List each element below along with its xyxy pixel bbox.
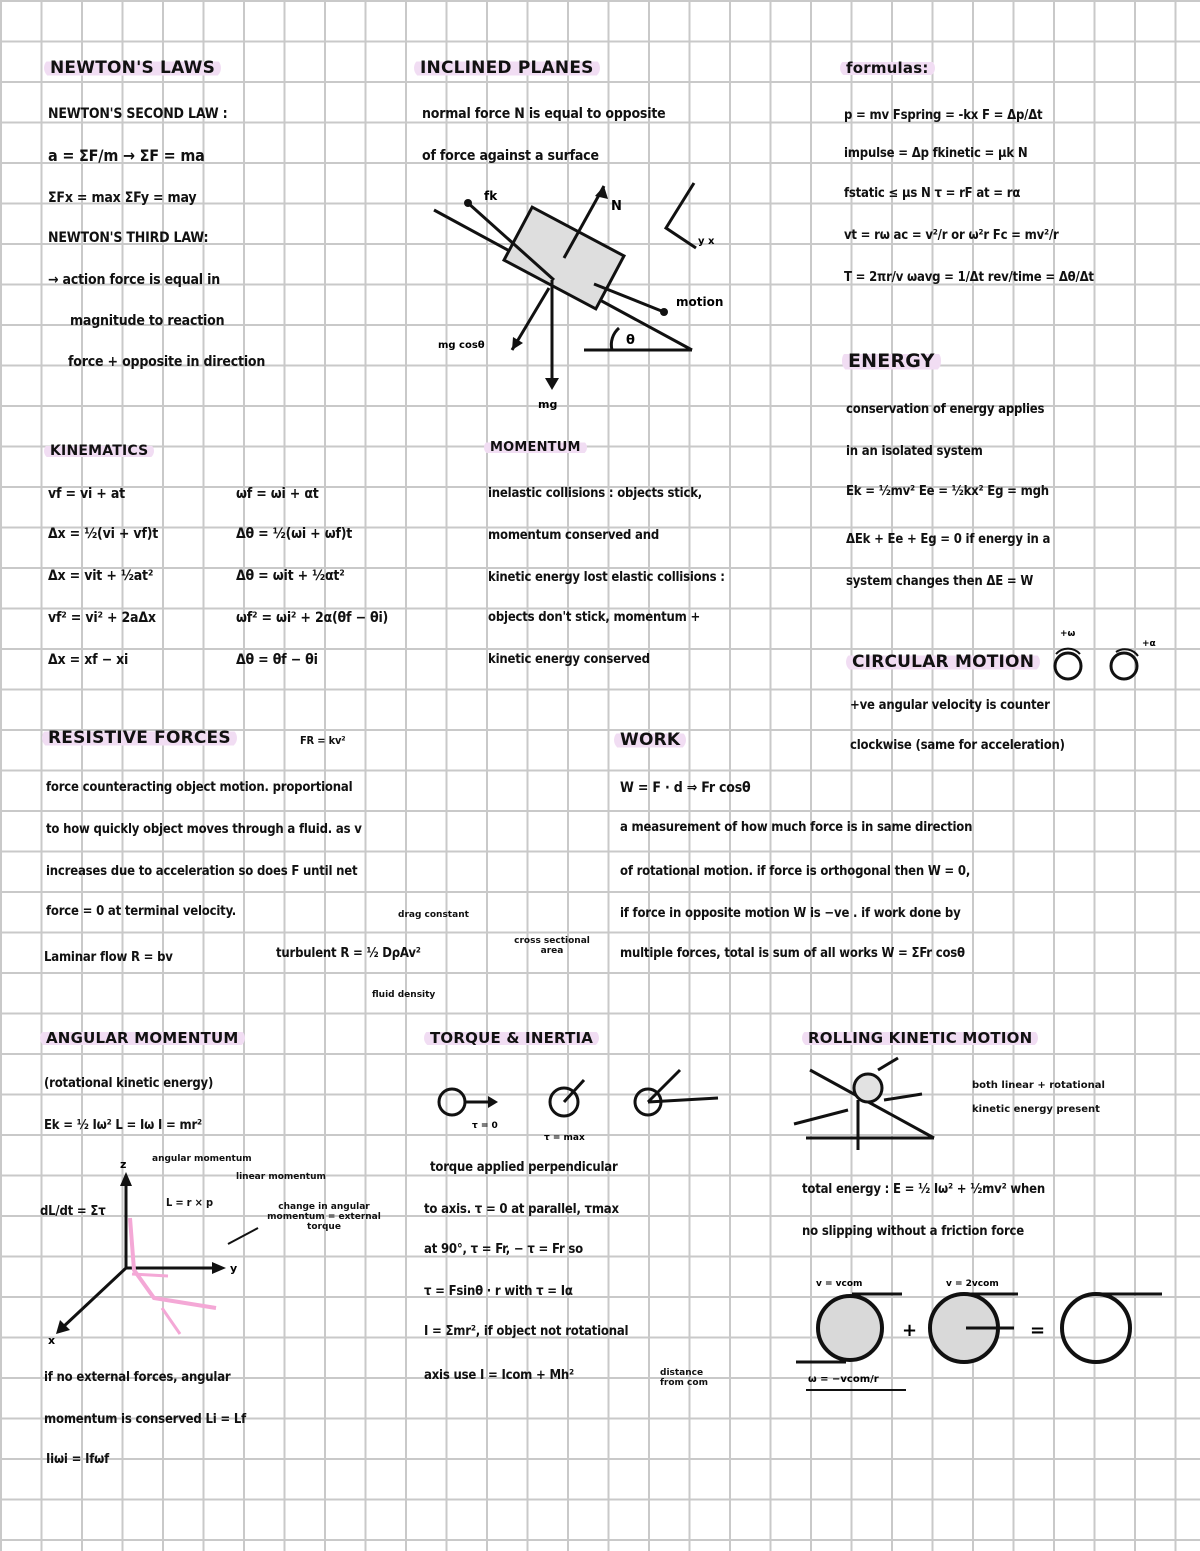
alpha-wheel-icon: [1111, 653, 1137, 679]
linear-momentum-note: linear momentum: [236, 1172, 326, 1182]
rolling-side-note-1: both linear + rotational: [972, 1080, 1105, 1091]
drag-equation: FR = kv²: [300, 734, 346, 747]
newtons-laws-section: [44, 58, 384, 388]
equals-sign: =: [1030, 1320, 1046, 1341]
momentum-line-5: kinetic energy conserved: [488, 652, 650, 667]
torque-max-label: τ = max: [544, 1133, 585, 1143]
torque-line-3: at 90°, τ = Fr, − τ = Fr so: [424, 1242, 583, 1257]
kinematics-left-1: vf = vi + at: [48, 486, 125, 502]
energy-line-1: conservation of energy applies: [846, 402, 1045, 417]
kinematics-section: [44, 440, 464, 680]
wheel-label-2: v = 2vcom: [946, 1279, 999, 1289]
axes-label: y x: [698, 236, 715, 247]
work-equation: W = F · d ⇒ Fr cosθ: [620, 780, 751, 796]
rolling-incline-diagram: [786, 1054, 956, 1164]
torque-zero-wheel-icon: [439, 1089, 465, 1115]
kinematics-right-3: Δθ = ωit + ½αt²: [236, 568, 345, 584]
formula-line-2: impulse = Δp fkinetic = μk N: [844, 146, 1028, 161]
rolling-wheel-3: [1062, 1294, 1130, 1362]
energy-line-2: in an isolated system: [846, 444, 983, 459]
angular-line-3: Iiωi = Ifωf: [46, 1452, 109, 1467]
work-title: WORK: [614, 730, 686, 750]
angular-subtitle: (rotational kinetic energy): [44, 1076, 214, 1091]
fluid-density-note: fluid density: [372, 990, 436, 1000]
formulas-title: formulas:: [840, 59, 935, 77]
circular-line-2: clockwise (same for acceleration): [850, 738, 1065, 753]
energy-line-5: system changes then ΔE = W: [846, 574, 1034, 589]
kinematics-right-5: Δθ = θf − θi: [236, 652, 318, 668]
second-law-equation: a = ΣF/m → ΣF = ma: [48, 146, 205, 165]
plus-sign: +: [902, 1320, 918, 1341]
torque-line-5: I = Σmr², if object not rotational: [424, 1324, 629, 1339]
angular-line-1: if no external forces, angular: [44, 1370, 231, 1385]
newtons-laws-title: NEWTON'S LAWS: [44, 58, 221, 78]
resistive-line-3: increases due to acceleration so does F until net: [46, 864, 358, 879]
momentum-title: MOMENTUM: [484, 440, 587, 455]
resistive-line-4: force = 0 at terminal velocity.: [46, 904, 237, 919]
resistive-line-2: to how quickly object moves through a fluid. as v: [46, 822, 362, 837]
torque-zero-label: τ = 0: [472, 1121, 498, 1131]
energy-line-4: ΔEk + Ee + Eg = 0 if energy in a: [846, 532, 1051, 547]
torque-line-4: τ = Fsinθ · r with τ = Iα: [424, 1284, 573, 1299]
omega-wheel-icon: [1055, 653, 1081, 679]
rolling-wheel-1: [818, 1296, 882, 1360]
wheel-label-1: v = vcom: [816, 1279, 863, 1289]
resistive-line-1: force counteracting object motion. proportional: [46, 780, 353, 795]
third-law-line-3: force + opposite in direction: [68, 354, 266, 370]
laminar-flow-equation: Laminar flow R = bv: [44, 950, 173, 965]
kinematics-left-2: Δx = ½(vi + vf)t: [48, 526, 159, 542]
angular-direction-icons: [1046, 628, 1176, 698]
rolling-line-1: total energy : E = ½ Iω² + ½mv² when: [802, 1182, 1045, 1197]
force-components-equation: ΣFx = max ΣFy = may: [48, 190, 197, 206]
torque-line-6: axis use I = Icom + Mh²: [424, 1368, 574, 1383]
angular-line-2: momentum is conserved Li = Lf: [44, 1412, 246, 1427]
rolling-side-note-2: kinetic energy present: [972, 1104, 1100, 1115]
rolling-motion-section: [786, 1028, 1186, 1438]
kinematics-title: KINEMATICS: [44, 443, 154, 459]
rolling-line-2: no slipping without a friction force: [802, 1224, 1025, 1239]
energy-title: ENERGY: [842, 350, 941, 372]
kinematics-left-4: vf² = vi² + 2aΔx: [48, 610, 156, 626]
kinematics-right-2: Δθ = ½(ωi + ωf)t: [236, 526, 353, 542]
circular-line-1: +ve angular velocity is counter: [850, 698, 1050, 713]
second-law-label: NEWTON'S SECOND LAW :: [48, 106, 228, 122]
rolling-motion-title: ROLLING KINETIC MOTION: [802, 1029, 1038, 1047]
angular-momentum-note: angular momentum: [152, 1154, 252, 1164]
momentum-line-3: kinetic energy lost elastic collisions :: [488, 570, 725, 585]
momentum-line-2: momentum conserved and: [488, 528, 660, 543]
weight-label: mg: [538, 398, 558, 411]
turbulent-flow-equation: turbulent R = ½ DρAv²: [276, 946, 421, 961]
torque-diagrams: [434, 1058, 754, 1148]
torque-line-2: to axis. τ = 0 at parallel, τmax: [424, 1202, 619, 1217]
com-distance-note: distance from com: [660, 1368, 708, 1388]
third-law-line-1: → action force is equal in: [48, 272, 220, 288]
drag-constant-note: drag constant: [398, 910, 469, 920]
formulas-section: [840, 58, 1180, 308]
incline-line-1: normal force N is equal to opposite: [422, 106, 666, 122]
incline-line-2: of force against a surface: [422, 148, 599, 164]
angle-label: θ: [626, 333, 635, 348]
energy-section: [842, 350, 1182, 600]
dl-dt-equation: dL/dt = Στ: [40, 1204, 106, 1219]
third-law-line-2: magnitude to reaction: [70, 313, 225, 329]
momentum-section: [484, 436, 834, 676]
momentum-line-4: objects don't stick, momentum +: [488, 610, 701, 625]
kinematics-right-1: ωf = ωi + αt: [236, 486, 319, 502]
alpha-label: +α: [1142, 639, 1156, 649]
angular-momentum-section: [40, 1028, 410, 1488]
cross-product-equation: L = r × p: [166, 1196, 213, 1209]
normal-label: N: [611, 199, 622, 214]
work-line-4: multiple forces, total is sum of all works W = ΣFr cosθ: [620, 946, 965, 961]
cross-section-note: cross sectional area: [514, 936, 590, 956]
perp-component-label: mg cosθ: [438, 340, 485, 351]
angular-momentum-title: ANGULAR MOMENTUM: [40, 1029, 245, 1047]
incline-diagram: [414, 58, 814, 418]
wheel-label-3: ω = −vcom/r: [808, 1374, 879, 1385]
kinematics-left-3: Δx = vit + ½at²: [48, 568, 154, 584]
resistive-forces-title: RESISTIVE FORCES: [42, 728, 237, 748]
inclined-planes-section: [414, 58, 814, 418]
energy-line-3: Ek = ½mv² Ee = ½kx² Eg = mgh: [846, 484, 1049, 499]
torque-change-note: change in angular momentum = external torque: [267, 1202, 381, 1232]
z-axis-label: z: [120, 1158, 127, 1171]
y-axis-label: y: [230, 1262, 238, 1275]
torque-line-1: torque applied perpendicular: [430, 1160, 618, 1175]
angular-equation: Ek = ½ Iω² L = Iω I = mr²: [44, 1118, 202, 1133]
work-section: [614, 730, 1184, 980]
friction-label: fk: [484, 189, 498, 203]
formula-line-4: vt = rω ac = v²/r or ω²r Fc = mv²/r: [844, 228, 1059, 243]
kinematics-left-5: Δx = xf − xi: [48, 652, 129, 668]
inclined-planes-title: INCLINED PLANES: [414, 58, 600, 78]
work-line-2: of rotational motion. if force is orthogonal then W = 0,: [620, 864, 971, 879]
rolling-wheels-diagram: [786, 1248, 1176, 1438]
omega-label: +ω: [1060, 629, 1076, 639]
formula-line-3: fstatic ≤ μs N τ = rF at = rα: [844, 186, 1021, 201]
circular-motion-title: CIRCULAR MOTION: [846, 652, 1040, 672]
motion-label: motion: [676, 295, 724, 309]
x-axis-label: x: [48, 1334, 56, 1347]
work-line-1: a measurement of how much force is in same direction: [620, 820, 973, 835]
third-law-label: NEWTON'S THIRD LAW:: [48, 230, 209, 246]
work-line-3: if force in opposite motion W is −ve . if work done by: [620, 906, 961, 921]
torque-inertia-section: [424, 1028, 794, 1408]
momentum-line-1: inelastic collisions : objects stick,: [488, 486, 703, 501]
angular-axes-diagram: [40, 1158, 280, 1368]
torque-inertia-title: TORQUE & INERTIA: [424, 1029, 599, 1047]
resistive-forces-section: [42, 728, 602, 1008]
formula-line-1: p = mv Fspring = -kx F = Δp/Δt: [844, 108, 1043, 123]
formula-line-5: T = 2πr/v ωavg = 1/Δt rev/time = Δθ/Δt: [844, 270, 1094, 285]
kinematics-right-4: ωf² = ωi² + 2α(θf − θi): [236, 610, 389, 626]
